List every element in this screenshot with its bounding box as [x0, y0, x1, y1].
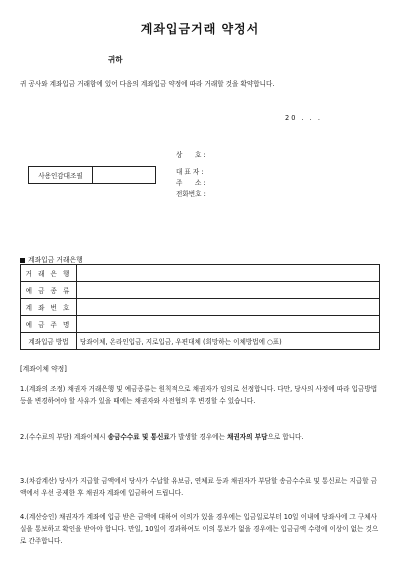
bank-section-heading	[20, 254, 83, 264]
account-holder-label: 예 금 주 명	[21, 316, 77, 333]
bullet-square-icon	[20, 258, 25, 263]
clause-2-text-a: 2.(수수료의 부담) 계좌이체시	[20, 433, 108, 441]
party-fields	[176, 150, 206, 200]
account-type-label: 예 금 종 류	[21, 282, 77, 299]
table-row	[21, 299, 380, 316]
address-label: 주 소 :	[176, 179, 206, 187]
seal-value-field[interactable]	[93, 167, 155, 183]
table-row	[21, 333, 380, 350]
seal-label: 사용인감대조필	[29, 167, 93, 183]
clause-4: 4.(계산승인) 채권자가 계좌에 입금 받은 금액에 대하여 이의가 있을 경우에는 입금일로부터 10일 이내에 당좌사에 그 구체사실을 통보하고 확인을 받아야 합니다. 만일, 10일이 경과하여도 이의 통보가 없을 경우에는 입금금액 수령에 이상이 없는 것으로 간주합니다.	[20, 513, 379, 545]
table-row	[21, 282, 380, 299]
date-line: 20 . . .	[285, 114, 322, 122]
clause-1: 1.(계좌의 조정) 채권자 거래은행 및 예금종류는 원칙적으로 채권자가 임의로 선정합니다. 다만, 당사의 사정에 따라 입금방법 등을 변경하여야 할 사유가 있을 때에는 채권자와 사전협의 후 변경할 수 있습니다.	[20, 385, 378, 405]
clause-2-text-b: 가 발생할 경우에는	[169, 433, 227, 441]
bank-name-field[interactable]	[77, 265, 380, 282]
clause-2-bold-fee: 송금수수료 및 통신료	[107, 433, 170, 441]
deposit-method-label: 계좌입금 방법	[21, 333, 77, 350]
account-type-field[interactable]	[77, 282, 380, 299]
clause-3: 3.(차감계산) 당사가 지급할 금액에서 당사가 수납할 유보금, 연체료 등과 채권자가 부담할 송금수수료 및 통신료는 지급할 금액에서 우선 공제한 후 채권자 계좌에 입금하여 드립니다.	[20, 477, 378, 497]
clause-2-bold-burden: 채권자의 부담	[226, 433, 268, 441]
company-name-label: 상 호 :	[176, 151, 206, 159]
representative-label: 대 표 자 :	[176, 168, 204, 176]
phone-label: 전화번호 :	[176, 190, 206, 198]
bank-section-title: 계좌입금 거래은행	[28, 256, 83, 264]
clause-2-text-c: 으로 합니다.	[267, 433, 304, 441]
clause-2	[20, 431, 382, 443]
account-number-label: 계 좌 번 호	[21, 299, 77, 316]
addressee: 귀하	[108, 55, 123, 64]
deposit-method-field[interactable]: 당좌이체, 온라인입금, 지로입금, 우편대체 (희망하는 이체방법에 ○표)	[77, 333, 380, 350]
account-holder-field[interactable]	[77, 316, 380, 333]
table-row	[21, 265, 380, 282]
transfer-agreement-title: [계좌이체 약정]	[20, 365, 67, 373]
document-title: 계좌입금거래 약정서	[140, 22, 260, 36]
intro-text: 귀 공사와 계좌입금 거래함에 있어 다음의 계좌입금 약정에 따라 거래할 것을 확약합니다.	[20, 80, 275, 88]
seal-verification-box	[28, 166, 156, 184]
table-row	[21, 316, 380, 333]
bank-name-label: 거 래 은 행	[21, 265, 77, 282]
account-number-field[interactable]	[77, 299, 380, 316]
bank-info-table	[20, 264, 380, 350]
